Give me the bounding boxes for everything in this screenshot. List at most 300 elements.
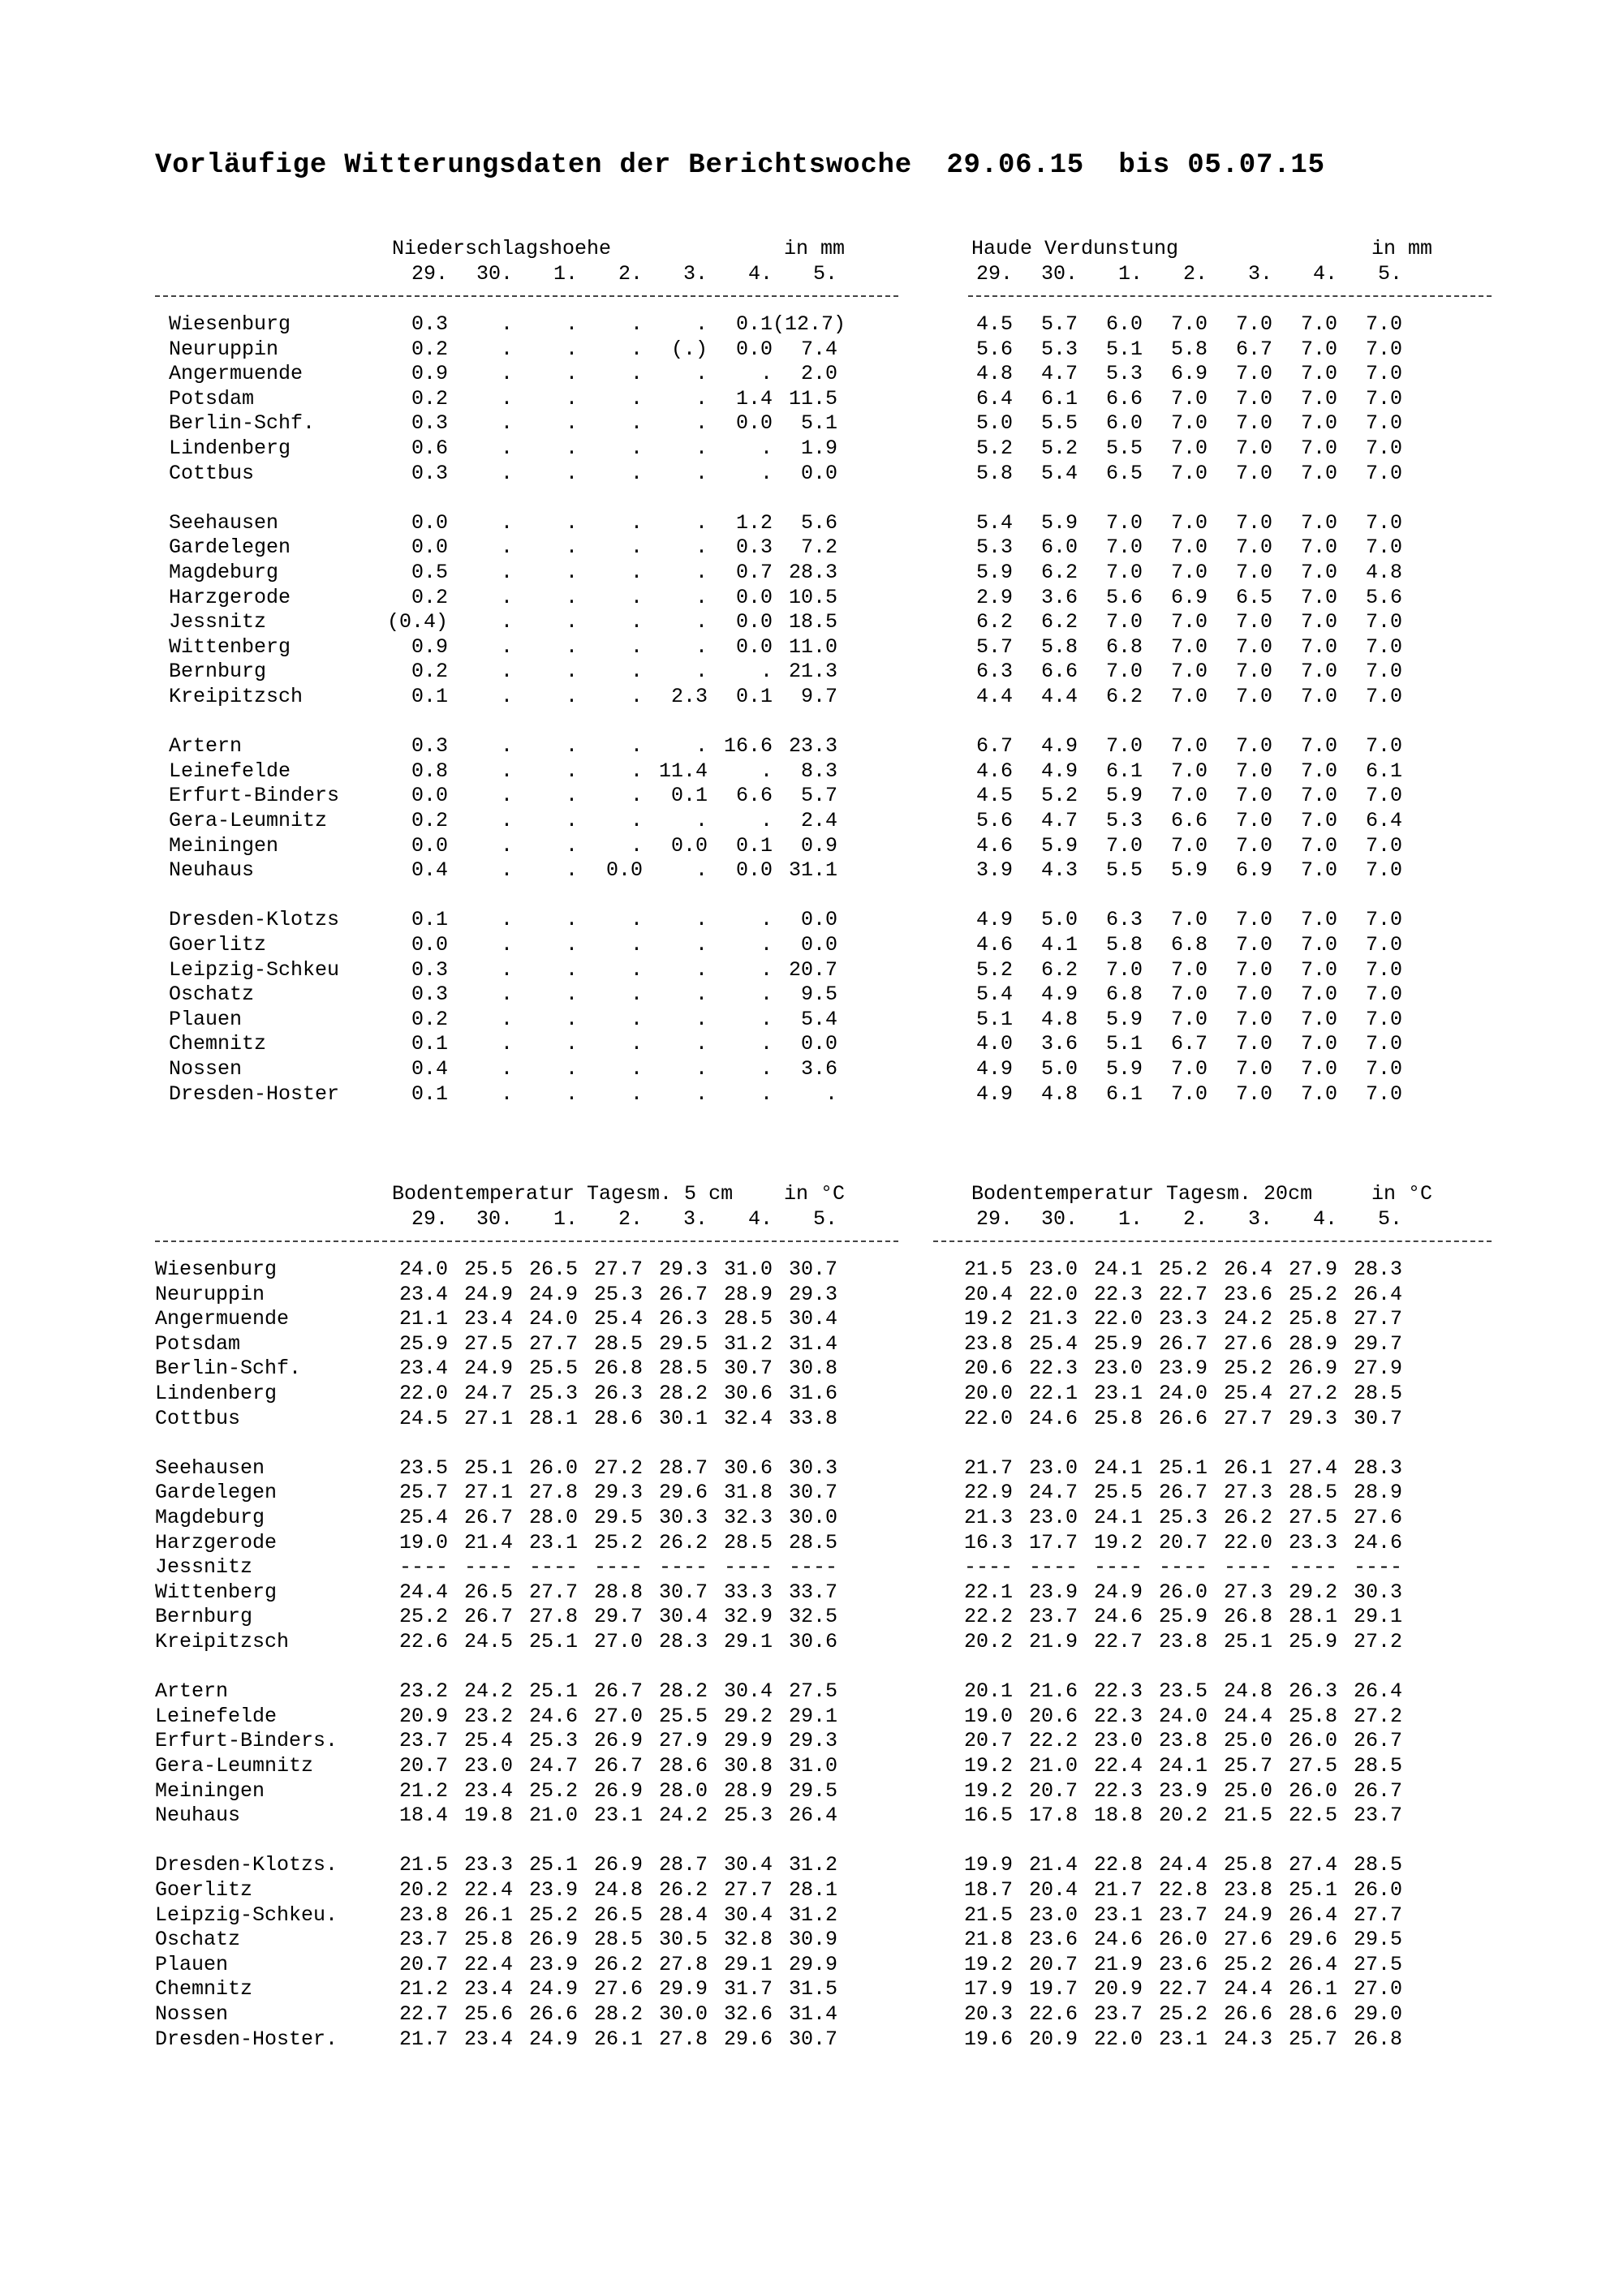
- data-cell: 25.4: [593, 1307, 643, 1331]
- data-cell: 7.0: [1365, 933, 1402, 957]
- data-cell: 31.4: [788, 2002, 837, 2026]
- day-header-right: 5.: [1377, 1207, 1402, 1231]
- data-cell: 22.0: [963, 1406, 1013, 1430]
- data-cell: ----: [723, 1555, 773, 1580]
- data-cell: 24.9: [463, 1357, 513, 1381]
- station-name: Oschatz: [155, 1928, 241, 1952]
- data-cell: 23.7: [1158, 1903, 1208, 1927]
- data-cell: 22.0: [1223, 1530, 1272, 1554]
- data-cell: 0.1: [735, 833, 773, 858]
- data-cell: 32.6: [723, 2002, 773, 2026]
- data-cell: 6.2: [1040, 957, 1078, 982]
- data-cell: 27.8: [658, 2027, 708, 2051]
- data-cell: 7.0: [1170, 759, 1208, 783]
- data-cell: 7.0: [1235, 660, 1272, 684]
- data-cell: .: [500, 362, 513, 386]
- data-cell: .: [500, 1057, 513, 1081]
- data-cell: 2.3: [670, 685, 708, 708]
- data-cell: 20.6: [963, 1357, 1013, 1381]
- data-cell: 6.6: [1040, 660, 1078, 684]
- data-cell: 31.7: [723, 1977, 773, 2001]
- data-cell: ----: [1223, 1555, 1272, 1580]
- data-cell: 7.0: [1365, 1057, 1402, 1081]
- data-cell: 7.0: [1300, 685, 1337, 708]
- table-row: [0, 1357, 1623, 1381]
- data-cell: 7.0: [1300, 1032, 1337, 1056]
- data-cell: 5.5: [1105, 858, 1143, 883]
- data-cell: .: [500, 561, 513, 584]
- data-cell: 27.8: [658, 1952, 708, 1976]
- data-cell: 25.3: [528, 1729, 578, 1753]
- table-row: [0, 312, 1623, 337]
- data-cell: 25.4: [1223, 1382, 1272, 1405]
- station-name: Artern: [155, 1679, 229, 1704]
- data-cell: 26.7: [463, 1506, 513, 1529]
- data-cell: .: [500, 685, 513, 708]
- data-cell: .: [695, 933, 708, 957]
- data-cell: 0.9: [411, 362, 448, 386]
- data-cell: 28.5: [593, 1331, 643, 1356]
- data-cell: 6.9: [1235, 858, 1272, 883]
- data-cell: 7.0: [1300, 784, 1337, 808]
- data-cell: 28.7: [658, 1455, 708, 1480]
- data-cell: .: [695, 908, 708, 932]
- table-row: [0, 1953, 1623, 1977]
- data-cell: .: [695, 660, 708, 684]
- data-cell: 23.0: [1028, 1506, 1078, 1529]
- data-cell: 32.8: [723, 1928, 773, 1952]
- data-cell: 19.8: [463, 1804, 513, 1828]
- data-cell: .: [500, 858, 513, 883]
- data-cell: 23.4: [463, 1977, 513, 2001]
- data-cell: 7.0: [1170, 411, 1208, 436]
- station-name: Gera-Leumnitz: [169, 809, 328, 832]
- table-row: [0, 1928, 1623, 1952]
- table-row: [0, 685, 1623, 709]
- data-cell: 28.9: [1288, 1331, 1337, 1356]
- data-cell: 19.0: [963, 1704, 1013, 1728]
- table-row: [0, 535, 1623, 560]
- data-cell: 23.7: [398, 1729, 448, 1753]
- data-cell: 17.8: [1028, 1804, 1078, 1828]
- data-cell: 25.1: [528, 1630, 578, 1653]
- data-cell: 24.6: [1353, 1530, 1402, 1554]
- table-row: [0, 1754, 1623, 1778]
- data-cell: .: [565, 734, 578, 759]
- data-cell: 26.4: [1353, 1282, 1402, 1306]
- data-cell: .: [760, 436, 773, 460]
- station-name: Meiningen: [169, 833, 279, 858]
- data-cell: 22.3: [1093, 1679, 1143, 1704]
- data-cell: 29.3: [658, 1258, 708, 1281]
- data-cell: 7.0: [1365, 312, 1402, 336]
- data-cell: 7.0: [1235, 957, 1272, 982]
- day-header-right: 2.: [1182, 262, 1208, 286]
- table-row: [0, 1630, 1623, 1654]
- data-cell: 24.2: [463, 1679, 513, 1704]
- data-cell: 26.0: [1353, 1878, 1402, 1902]
- data-cell: 7.0: [1235, 734, 1272, 759]
- data-cell: 4.9: [975, 1081, 1013, 1106]
- data-cell: 0.4: [411, 1057, 448, 1081]
- table-row: [0, 1307, 1623, 1331]
- day-header-left: 29.: [411, 1207, 448, 1231]
- data-cell: 4.7: [1040, 809, 1078, 832]
- day-header-right: 4.: [1312, 1207, 1337, 1231]
- data-cell: 25.1: [463, 1455, 513, 1480]
- day-header-left: 1.: [553, 1207, 578, 1231]
- data-cell: 24.9: [1223, 1903, 1272, 1927]
- data-cell: ----: [1288, 1555, 1337, 1580]
- data-cell: 19.2: [963, 1307, 1013, 1331]
- data-cell: 27.0: [1353, 1977, 1402, 2001]
- data-cell: 7.0: [1300, 809, 1337, 832]
- data-cell: .: [695, 510, 708, 535]
- data-cell: 27.7: [528, 1331, 578, 1356]
- data-cell: ----: [963, 1555, 1013, 1580]
- data-cell: .: [630, 634, 643, 659]
- data-cell: 7.0: [1365, 858, 1402, 883]
- data-cell: .: [630, 610, 643, 634]
- data-cell: 26.7: [1353, 1729, 1402, 1753]
- data-cell: 7.0: [1170, 833, 1208, 858]
- station-name: Wiesenburg: [155, 1258, 278, 1281]
- data-cell: 4.9: [1040, 759, 1078, 783]
- data-cell: 27.7: [1223, 1406, 1272, 1430]
- data-cell: 5.6: [1105, 585, 1143, 609]
- table-row: [0, 1531, 1623, 1555]
- data-cell: 26.0: [1288, 1778, 1337, 1803]
- data-cell: .: [695, 610, 708, 634]
- data-cell: 22.5: [1288, 1804, 1337, 1828]
- data-cell: 7.0: [1170, 312, 1208, 336]
- data-cell: 7.0: [1300, 982, 1337, 1007]
- data-cell: 18.7: [963, 1878, 1013, 1902]
- data-cell: 25.3: [593, 1282, 643, 1306]
- data-cell: 7.0: [1105, 561, 1143, 584]
- table-row: [0, 1804, 1623, 1828]
- data-cell: 27.3: [1223, 1580, 1272, 1604]
- data-cell: 27.9: [1288, 1258, 1337, 1281]
- data-cell: 26.0: [528, 1455, 578, 1480]
- data-cell: 5.1: [1105, 1032, 1143, 1056]
- data-cell: 22.2: [963, 1605, 1013, 1629]
- data-cell: 5.3: [1105, 362, 1143, 386]
- data-cell: 5.6: [975, 809, 1013, 832]
- data-cell: 27.1: [463, 1406, 513, 1430]
- data-cell: 24.0: [528, 1307, 578, 1331]
- data-cell: 23.4: [398, 1282, 448, 1306]
- data-cell: .: [630, 461, 643, 485]
- data-cell: 20.2: [1158, 1804, 1208, 1828]
- data-cell: 25.3: [1158, 1506, 1208, 1529]
- data-cell: 7.0: [1300, 933, 1337, 957]
- data-cell: 9.7: [800, 685, 837, 708]
- data-cell: 22.8: [1093, 1853, 1143, 1877]
- data-cell: 5.9: [1105, 1057, 1143, 1081]
- data-cell: 23.6: [1028, 1928, 1078, 1952]
- data-cell: 0.0: [411, 535, 448, 560]
- data-cell: 0.0: [735, 337, 773, 361]
- data-cell: 0.8: [411, 759, 448, 783]
- table-row: [0, 1878, 1623, 1903]
- data-cell: 26.8: [593, 1357, 643, 1381]
- data-cell: 20.7: [1028, 1778, 1078, 1803]
- data-cell: 21.9: [1028, 1630, 1078, 1653]
- data-cell: 26.4: [788, 1804, 837, 1828]
- data-cell: 23.9: [528, 1878, 578, 1902]
- data-cell: 23.5: [398, 1455, 448, 1480]
- day-header-left: 4.: [747, 262, 773, 286]
- data-cell: 23.7: [1353, 1804, 1402, 1828]
- data-cell: 16.6: [723, 734, 773, 759]
- data-cell: 23.2: [463, 1704, 513, 1728]
- table-row: [0, 1779, 1623, 1804]
- data-cell: 5.7: [1040, 312, 1078, 336]
- data-cell: .: [630, 660, 643, 684]
- data-cell: 6.2: [975, 610, 1013, 634]
- data-cell: 28.2: [658, 1679, 708, 1704]
- data-cell: 23.7: [398, 1928, 448, 1952]
- data-cell: 22.0: [1093, 1307, 1143, 1331]
- data-cell: 26.2: [1223, 1506, 1272, 1529]
- data-cell: 20.7: [398, 1754, 448, 1778]
- data-cell: 28.2: [593, 2002, 643, 2026]
- data-cell: 19.2: [1093, 1530, 1143, 1554]
- data-cell: 11.5: [788, 386, 837, 411]
- data-cell: 29.3: [1288, 1406, 1337, 1430]
- data-cell: 5.8: [1170, 337, 1208, 361]
- data-cell: .: [760, 933, 773, 957]
- data-cell: 0.6: [411, 436, 448, 460]
- data-cell: 31.8: [723, 1481, 773, 1505]
- data-cell: 27.1: [463, 1481, 513, 1505]
- data-cell: 24.6: [528, 1704, 578, 1728]
- data-cell: 30.7: [658, 1580, 708, 1604]
- data-cell: 4.8: [1365, 561, 1402, 584]
- data-cell: .: [500, 933, 513, 957]
- data-cell: .: [565, 809, 578, 832]
- data-cell: 28.3: [1353, 1455, 1402, 1480]
- data-cell: 22.7: [1158, 1282, 1208, 1306]
- data-cell: 5.1: [800, 411, 837, 436]
- data-cell: 23.8: [1158, 1729, 1208, 1753]
- data-cell: 25.2: [1223, 1952, 1272, 1976]
- table-row: [0, 1853, 1623, 1877]
- data-cell: 22.3: [1093, 1282, 1143, 1306]
- data-cell: 0.1: [411, 685, 448, 708]
- data-cell: 7.0: [1235, 362, 1272, 386]
- data-cell: 6.0: [1040, 535, 1078, 560]
- data-cell: 3.6: [1040, 1032, 1078, 1056]
- data-cell: 0.0: [605, 858, 643, 883]
- station-name: Wittenberg: [169, 634, 291, 659]
- data-cell: 20.7: [1158, 1530, 1208, 1554]
- data-cell: 7.0: [1235, 1057, 1272, 1081]
- data-cell: .: [565, 386, 578, 411]
- data-cell: 24.6: [1028, 1406, 1078, 1430]
- data-cell: 23.8: [963, 1331, 1013, 1356]
- data-cell: 22.2: [1028, 1729, 1078, 1753]
- station-name: Seehausen: [169, 510, 279, 535]
- data-cell: 31.6: [788, 1382, 837, 1405]
- data-cell: 5.6: [800, 510, 837, 535]
- data-cell: .: [500, 1081, 513, 1106]
- data-cell: 24.1: [1158, 1754, 1208, 1778]
- data-cell: 5.9: [975, 561, 1013, 584]
- data-cell: .: [695, 809, 708, 832]
- day-header-left: 3.: [682, 1207, 708, 1231]
- data-cell: 0.0: [800, 1032, 837, 1056]
- data-cell: .: [630, 535, 643, 560]
- station-name: Wittenberg: [155, 1580, 278, 1604]
- table-row: [0, 1057, 1623, 1081]
- data-cell: .: [695, 386, 708, 411]
- data-cell: 21.0: [1028, 1754, 1078, 1778]
- data-cell: 7.0: [1105, 610, 1143, 634]
- data-cell: .: [630, 1081, 643, 1106]
- data-cell: .: [500, 809, 513, 832]
- data-cell: 22.6: [398, 1630, 448, 1653]
- data-cell: 21.5: [1223, 1804, 1272, 1828]
- data-cell: 23.3: [463, 1853, 513, 1877]
- data-cell: .: [565, 436, 578, 460]
- data-cell: 6.9: [1170, 362, 1208, 386]
- data-cell: 22.8: [1158, 1878, 1208, 1902]
- data-cell: 31.4: [788, 1331, 837, 1356]
- station-name: Harzgerode: [155, 1530, 278, 1554]
- data-cell: .: [500, 660, 513, 684]
- data-cell: 23.8: [1158, 1630, 1208, 1653]
- data-cell: 26.4: [1288, 1952, 1337, 1976]
- day-header-right: 30.: [1040, 1207, 1078, 1231]
- data-cell: 5.2: [975, 436, 1013, 460]
- data-cell: 7.0: [1300, 759, 1337, 783]
- station-name: Potsdam: [169, 386, 255, 411]
- data-cell: 22.3: [1028, 1357, 1078, 1381]
- data-cell: 22.7: [398, 2002, 448, 2026]
- station-name: Seehausen: [155, 1455, 265, 1480]
- data-cell: .: [500, 734, 513, 759]
- table-row: [0, 958, 1623, 982]
- data-cell: 26.3: [593, 1382, 643, 1405]
- station-name: Berlin-Schf.: [155, 1357, 302, 1381]
- data-cell: 0.7: [735, 561, 773, 584]
- data-cell: 26.8: [1223, 1605, 1272, 1629]
- data-cell: 5.8: [1040, 634, 1078, 659]
- day-header-left: 1.: [553, 262, 578, 286]
- data-cell: 7.0: [1300, 957, 1337, 982]
- day-header-left: 30.: [476, 262, 513, 286]
- data-cell: 25.7: [1288, 2027, 1337, 2051]
- data-cell: 25.7: [1223, 1754, 1272, 1778]
- data-cell: 24.4: [1223, 1977, 1272, 2001]
- data-cell: 28.5: [658, 1357, 708, 1381]
- data-cell: 32.5: [788, 1605, 837, 1629]
- data-cell: 7.0: [1300, 833, 1337, 858]
- data-cell: 30.5: [658, 1928, 708, 1952]
- data-cell: 24.9: [1093, 1580, 1143, 1604]
- data-cell: (0.4): [386, 610, 448, 634]
- data-cell: 25.9: [398, 1331, 448, 1356]
- data-cell: 24.9: [463, 1282, 513, 1306]
- data-cell: .: [630, 908, 643, 932]
- data-cell: 6.1: [1105, 1081, 1143, 1106]
- data-cell: 29.5: [658, 1331, 708, 1356]
- data-cell: .: [695, 1057, 708, 1081]
- data-cell: 7.0: [1300, 858, 1337, 883]
- station-name: Goerlitz: [155, 1878, 253, 1902]
- table-row: [0, 1382, 1623, 1406]
- data-cell: 4.0: [975, 1032, 1013, 1056]
- data-cell: 24.8: [593, 1878, 643, 1902]
- data-cell: 20.4: [1028, 1878, 1078, 1902]
- data-cell: (12.7): [773, 312, 846, 336]
- data-cell: 6.3: [1105, 908, 1143, 932]
- data-cell: 0.2: [411, 809, 448, 832]
- data-cell: .: [500, 1007, 513, 1031]
- data-cell: 31.2: [788, 1903, 837, 1927]
- data-cell: .: [630, 337, 643, 361]
- data-cell: .: [565, 362, 578, 386]
- data-cell: 20.7: [788, 957, 837, 982]
- data-cell: 23.8: [398, 1903, 448, 1927]
- data-cell: 7.0: [1365, 436, 1402, 460]
- data-cell: 28.5: [723, 1307, 773, 1331]
- data-cell: 32.9: [723, 1605, 773, 1629]
- data-cell: 18.8: [1093, 1804, 1143, 1828]
- station-name: Lindenberg: [155, 1382, 278, 1405]
- data-cell: .: [565, 585, 578, 609]
- data-cell: 11.4: [658, 759, 708, 783]
- data-cell: 0.9: [411, 634, 448, 659]
- data-cell: 7.0: [1365, 510, 1402, 535]
- day-header-left: 2.: [618, 262, 643, 286]
- data-cell: 26.0: [1158, 1580, 1208, 1604]
- data-cell: 7.0: [1170, 784, 1208, 808]
- data-cell: 30.8: [723, 1754, 773, 1778]
- data-cell: 23.1: [528, 1530, 578, 1554]
- data-cell: 17.9: [963, 1977, 1013, 2001]
- data-cell: .: [695, 957, 708, 982]
- data-cell: 23.1: [593, 1804, 643, 1828]
- data-cell: 4.5: [975, 312, 1013, 336]
- data-cell: .: [565, 1007, 578, 1031]
- data-cell: 27.8: [528, 1481, 578, 1505]
- data-cell: 19.0: [398, 1530, 448, 1554]
- data-cell: 18.5: [788, 610, 837, 634]
- data-cell: 7.0: [1105, 957, 1143, 982]
- data-cell: 26.4: [1353, 1679, 1402, 1704]
- data-cell: 5.9: [1040, 833, 1078, 858]
- data-cell: 0.0: [735, 634, 773, 659]
- data-cell: 5.1: [975, 1007, 1013, 1031]
- data-cell: 23.4: [463, 1778, 513, 1803]
- data-cell: 27.3: [1223, 1481, 1272, 1505]
- data-cell: 7.0: [1105, 833, 1143, 858]
- station-name: Dresden-Hoster: [169, 1081, 340, 1106]
- data-cell: 20.2: [963, 1630, 1013, 1653]
- data-cell: 21.3: [1028, 1307, 1078, 1331]
- data-cell: 24.8: [1223, 1679, 1272, 1704]
- data-cell: 7.0: [1105, 734, 1143, 759]
- data-cell: 25.2: [1158, 1258, 1208, 1281]
- data-cell: 27.5: [1288, 1754, 1337, 1778]
- data-cell: 24.5: [398, 1406, 448, 1430]
- data-cell: .: [500, 312, 513, 336]
- data-cell: 0.0: [735, 411, 773, 436]
- data-cell: 5.1: [1105, 337, 1143, 361]
